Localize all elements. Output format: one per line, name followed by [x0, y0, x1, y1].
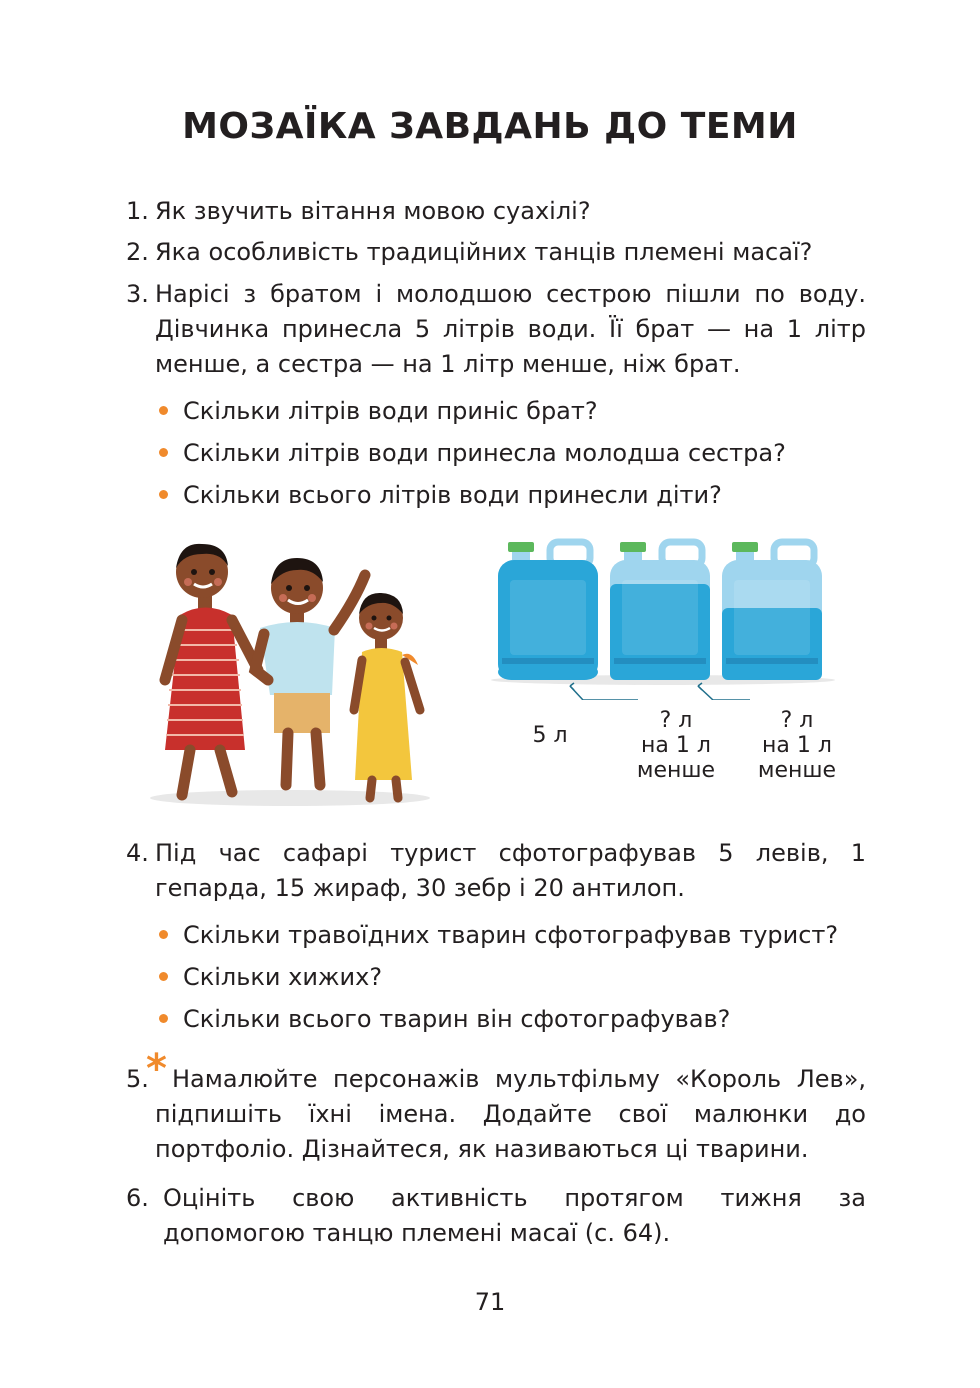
question-6 [126, 1181, 866, 1251]
girl-in-yellow-dress [354, 593, 420, 798]
question-4-bullets [157, 914, 877, 1040]
children-illustration [140, 530, 440, 815]
question-number: 6. [126, 1184, 149, 1212]
star-icon: * [146, 1046, 167, 1092]
question-5 [126, 1046, 866, 1167]
question-number: 3. [126, 280, 149, 308]
question-text: Намалюйте персонажів мультфільму «Король Лев», підпишіть їхні імена. Додайте свої малюнки до портфоліо. Дізнайтеся, як називаються ці тварини. [155, 1065, 866, 1163]
list-item: Скільки травоїдних тварин сфотографував турист? [157, 914, 877, 956]
question-text: Нарісі з братом і молодшою сестрою пішли по воду. Дівчинка принесла 5 літрів води. Її брат — на 1 літр менше, а сестра — на 1 літр менше, ніж брат. [155, 280, 866, 378]
question-text: Оцініть свою активність протягом тижня за допомогою танцю племені масаї (с. 64). [163, 1184, 866, 1247]
canister-label-3: ? л на 1 л менше [757, 708, 837, 783]
canister-3 [722, 542, 822, 680]
arrow-2 [698, 686, 750, 700]
question-3 [126, 277, 866, 382]
bullet-dot [159, 1014, 168, 1023]
question-number: 4. [126, 839, 149, 867]
question-2 [126, 235, 866, 270]
boy-in-blue-shirt [255, 558, 365, 785]
question-text: Як звучить вітання мовою суахілі? [155, 197, 591, 225]
canister-label-1: 5 л [532, 723, 568, 748]
water-canisters-diagram [488, 530, 838, 700]
question-4 [126, 836, 866, 906]
question-number: 5. [126, 1065, 149, 1093]
bullet-dot [159, 406, 168, 415]
bullet-dot [159, 930, 168, 939]
canister-2 [610, 542, 710, 680]
bullet-dot [159, 972, 168, 981]
question-number: 2. [126, 238, 149, 266]
list-item: Скільки всього тварин він сфотографував? [157, 998, 877, 1040]
list-item: Скільки всього літрів води принесли діти? [157, 474, 877, 516]
girl-in-red-dress [165, 544, 258, 795]
question-3-bullets [157, 390, 877, 516]
bullet-dot [159, 448, 168, 457]
canister-1 [498, 542, 598, 680]
canister-label-2: ? л на 1 л менше [636, 708, 716, 783]
question-text: Під час сафарі турист сфотографував 5 левів, 1 гепарда, 15 жираф, 30 зебр і 20 антилоп. [155, 839, 866, 902]
list-item: Скільки хижих? [157, 956, 877, 998]
arrow-1 [570, 686, 638, 700]
page-number: 71 [474, 1288, 506, 1316]
page-title: МОЗАЇКА ЗАВДАНЬ ДО ТЕМИ [182, 106, 798, 147]
question-text: Яка особливість традиційних танців племені масаї? [155, 238, 813, 266]
question-number: 1. [126, 197, 149, 225]
comparison-arrows [570, 683, 750, 700]
list-item: Скільки літрів води принесла молодша сестра? [157, 432, 877, 474]
question-1 [126, 194, 866, 229]
list-item: Скільки літрів води приніс брат? [157, 390, 877, 432]
bullet-dot [159, 490, 168, 499]
